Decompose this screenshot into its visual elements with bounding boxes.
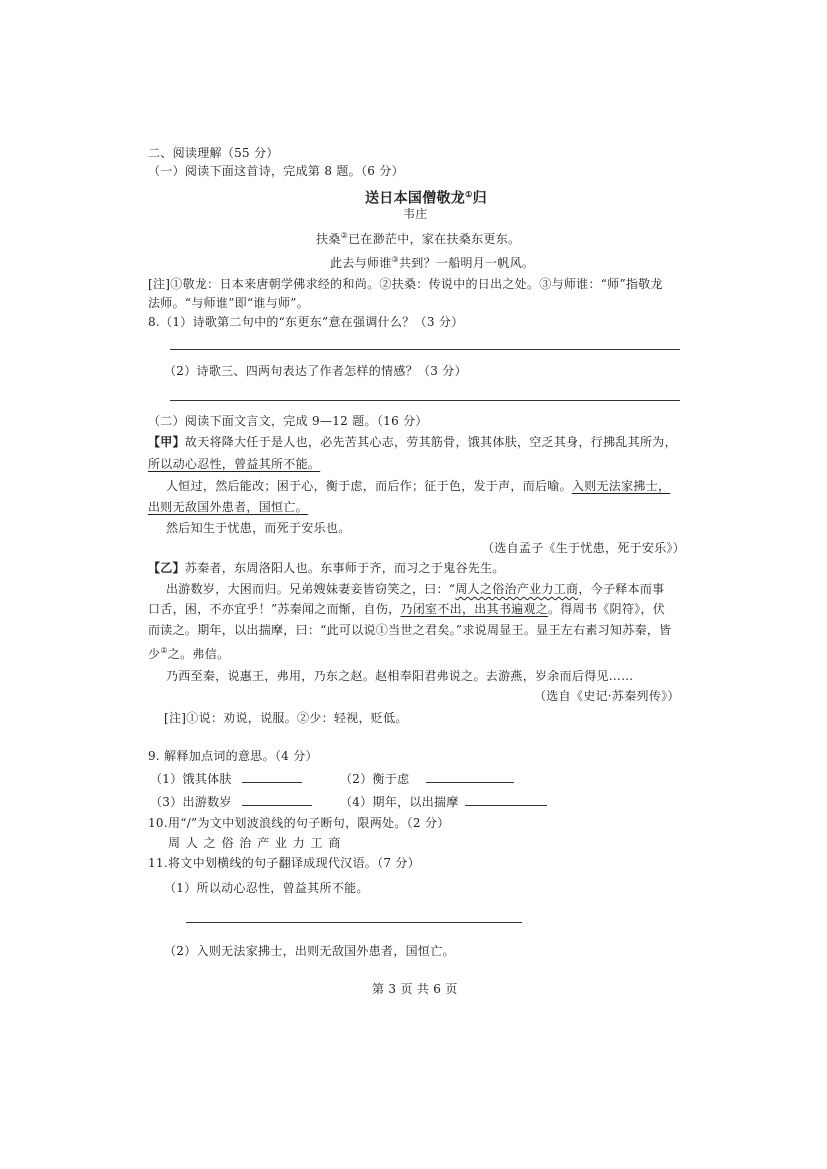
yi-underline-3: 乃闭室不出，出其书遍观之 (400, 602, 549, 616)
q11-stem: 11.将文中划横线的句子翻译成现代汉语。（7 分） (148, 856, 421, 870)
yi-note: [注]①说：劝说，说服。②少：轻视，贬低。 (164, 711, 408, 725)
yi-line-2 (166, 581, 664, 597)
jia-text-1: 故天将降大任于是人也，必先苦其心志，劳其筋骨，饿其体肤，空乏其身，行拂乱其所为， (184, 435, 677, 449)
poem-line-2 (330, 252, 534, 271)
jia-source: （选自孟子《生于忧患，死于安乐》） (482, 541, 686, 555)
poem-line2-a: 此去与师谁 (330, 256, 392, 270)
poem-line2-b: 共到？一船明月一帆风。 (399, 256, 535, 270)
q11-sentence-1: （1）所以动心忍性，曾益其所不能。 (164, 881, 369, 895)
yi-text-5a: 少 (148, 647, 161, 661)
q9-row-2b (340, 793, 547, 810)
poem-line1-mark: ② (340, 231, 349, 240)
jia-label: 【甲】 (148, 435, 185, 449)
yi-text-3a: 口舌，困，不亦宜乎！”苏秦闻之而惭，自伤， (148, 602, 401, 616)
yi-line-5 (148, 643, 229, 662)
jia-line-1 (148, 434, 677, 450)
q9-item-3: （3）出游数岁 (150, 795, 232, 809)
yi-text-3b: 。得周书《阴符》，伏 (548, 602, 666, 616)
poem-line1-a: 扶桑 (316, 232, 341, 246)
q9-row-1 (150, 770, 302, 787)
answer-line-q8-1[interactable] (170, 349, 680, 350)
jia-line-4: 出则无敌国外患者，国恒亡。 (148, 500, 308, 514)
q8-part1: 8.（1）诗歌第二句中的“东更东”意在强调什么？（3 分） (148, 315, 464, 329)
yi-line-1 (148, 560, 505, 576)
q9-blank-2[interactable] (426, 770, 514, 783)
poem-author: 韦庄 (403, 207, 428, 221)
jia-text-3: 人恒过，然后能改；困于心，衡于虑，而后作；征于色，发于声，而后喻。 (166, 479, 572, 493)
yi-line-3 (148, 601, 665, 617)
poem-line-1 (316, 228, 520, 247)
yi-text-2a: 出游数岁，大困而归。兄弟嫂妹妻妾皆窃笑之，曰：“ (166, 582, 456, 596)
poem-line1-b: 已在渺茫中，家在扶桑东更东。 (348, 232, 521, 246)
poem-note-1: [注]①敬龙：日本来唐朝学佛求经的和尚。②扶桑：传说中的日出之处。③与师谁：“师”指敬龙 (148, 277, 663, 291)
yi-mark-5: ② (160, 646, 168, 655)
yi-text-1: 苏秦者，东周洛阳人也。东事师于齐，而习之于鬼谷先生。 (184, 561, 505, 575)
q9-row-1b (340, 770, 514, 787)
poem-title-text: 送日本国僧敬龙 (365, 190, 466, 207)
jia-line-3 (166, 478, 670, 494)
page-footer: 第 3 页 共 6 页 (372, 982, 458, 996)
q9-blank-3[interactable] (242, 793, 312, 806)
poem-note-2: 法师。“与师谁”即“谁与师”。 (148, 296, 310, 310)
q10-sentence: 周 人 之 俗 治 产 业 力 工 商 (168, 836, 342, 850)
poem-title-end: 归 (472, 190, 487, 207)
yi-line-6: 乃西至秦，说惠王，弗用，乃东之赵。赵相奉阳君弗说之。去游燕，岁余而后得见…… (166, 669, 634, 683)
poem-title-mark: ① (465, 189, 473, 199)
q9-blank-4[interactable] (465, 793, 547, 806)
jia-underline-3: 入则无法家拂士， (571, 479, 671, 493)
q9-item-1: （1）饿其体肤 (150, 772, 232, 786)
q9-blank-1[interactable] (242, 770, 302, 783)
answer-line-q8-2[interactable] (170, 400, 680, 401)
part2-intro: （二）阅读下面文言文，完成 9—12 题。（16 分） (148, 414, 428, 428)
jia-line-5: 然后知生于忧患，而死于安乐也。 (166, 521, 351, 535)
answer-line-q11-1[interactable] (186, 922, 522, 923)
jia-line-2: 所以动心忍性，曾益其所不能。 (148, 457, 321, 471)
yi-line-4: 而读之。期年，以出揣摩，曰：“此可以说①当世之君矣。”求说周显王。显王左右素习知苏秦，皆 (148, 623, 672, 637)
q8-part2: （2）诗歌三、四两句表达了作者怎样的情感？（3 分） (164, 364, 467, 378)
yi-text-2b: ，今子释本而事 (578, 582, 665, 596)
q11-sentence-2: （2）入则无法家拂士，出则无敌国外患者，国恒亡。 (164, 944, 455, 958)
q9-item-4: （4）期年，以出揣摩 (340, 795, 459, 809)
poem-line2-mark: ③ (391, 255, 399, 264)
section-heading: 二、阅读理解（55 分） (148, 146, 279, 160)
q9-item-2: （2）衡于虑 (340, 772, 410, 786)
poem-title (365, 186, 487, 207)
yi-wavy-sentence: 周人之俗治产业力工商 (455, 582, 579, 596)
yi-text-5b: 之。弗信。 (167, 647, 230, 661)
q9-row-2 (150, 793, 312, 810)
q9-stem: 9. 解释加点词的意思。（4 分） (148, 749, 318, 763)
q10-stem: 10.用“/”为文中划波浪线的句子断句，限两处。（2 分） (148, 816, 450, 830)
yi-label: 【乙】 (148, 561, 185, 575)
part1-intro: （一）阅读下面这首诗，完成第 8 题。（6 分） (148, 164, 404, 178)
yi-source: （选自《史记·苏秦列传》） (534, 689, 680, 703)
